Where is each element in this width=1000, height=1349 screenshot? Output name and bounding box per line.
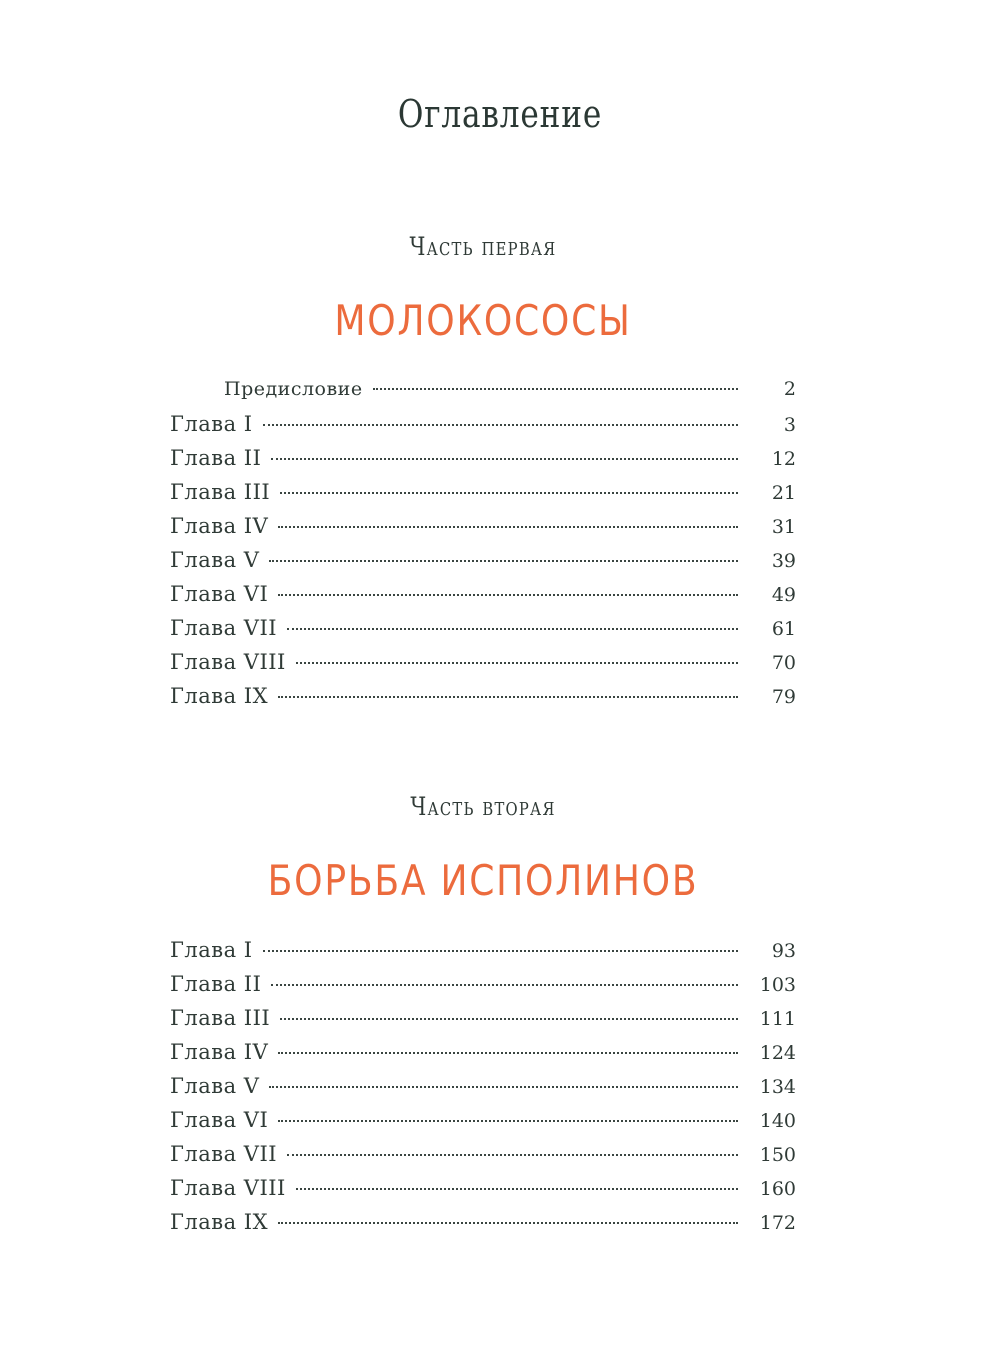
page-title: Оглавление: [397, 92, 603, 136]
toc-entry-page: 140: [759, 1110, 796, 1132]
toc-entry-page: 124: [759, 1042, 796, 1064]
toc-entry[interactable]: [170, 1142, 796, 1176]
toc-entry-name: Глава VIII: [170, 1176, 286, 1200]
toc-entry-name: Глава IX: [170, 1210, 269, 1234]
toc-entry-name: Глава VI: [170, 1108, 269, 1132]
dot-leader: [269, 560, 738, 562]
toc-entry[interactable]: [170, 514, 796, 548]
toc-entry[interactable]: [170, 1006, 796, 1040]
dot-leader: [296, 662, 738, 664]
dot-leader: [278, 696, 738, 698]
dot-leader: [271, 984, 738, 986]
toc-entry[interactable]: [170, 446, 796, 480]
toc-entry-page: 21: [771, 482, 796, 504]
toc-entry-name: Глава IV: [170, 1040, 269, 1064]
toc-entry-name: Предисловие: [224, 378, 363, 400]
toc-entry[interactable]: [170, 1040, 796, 1074]
toc-entry[interactable]: [170, 480, 796, 514]
toc-entry[interactable]: [170, 972, 796, 1006]
toc-entry-name: Глава I: [170, 938, 253, 962]
toc-entry-page: 49: [771, 584, 796, 606]
part-one-title: МОЛОКОСОСЫ: [334, 296, 632, 345]
toc-entry-page: 12: [771, 448, 796, 470]
toc-entry-name: Глава V: [170, 548, 260, 572]
toc-entry-page: 79: [771, 686, 796, 708]
toc-entry-page: 2: [783, 378, 796, 400]
dot-leader: [280, 1018, 738, 1020]
toc-entry[interactable]: [170, 1176, 796, 1210]
toc-entry-name: Глава IX: [170, 684, 269, 708]
dot-leader: [280, 492, 738, 494]
toc-entry[interactable]: [170, 412, 796, 446]
toc-entry-name: Глава II: [170, 446, 262, 470]
toc-entry-name: Глава VIII: [170, 650, 286, 674]
toc-entry[interactable]: [170, 582, 796, 616]
toc-entry[interactable]: [170, 1074, 796, 1108]
toc-entry-name: Глава III: [170, 480, 271, 504]
toc-entry-page: 160: [759, 1178, 796, 1200]
toc-entry-page: 93: [771, 940, 796, 962]
dot-leader: [287, 628, 738, 630]
dot-leader: [278, 1222, 738, 1224]
dot-leader: [278, 526, 738, 528]
toc-entry[interactable]: [170, 548, 796, 582]
toc-entry-page: 134: [759, 1076, 796, 1098]
toc-entry-name: Глава III: [170, 1006, 271, 1030]
dot-leader: [269, 1086, 738, 1088]
dot-leader: [296, 1188, 738, 1190]
toc-entry-page: 61: [771, 618, 796, 640]
part-one-label: Часть первая: [409, 232, 557, 261]
toc-entry-name: Глава II: [170, 972, 262, 996]
toc-entry-page: 39: [771, 550, 796, 572]
dot-leader: [271, 458, 738, 460]
toc-entry-name: Глава VII: [170, 1142, 278, 1166]
toc-entry-name: Глава V: [170, 1074, 260, 1098]
dot-leader: [278, 594, 738, 596]
toc-entry[interactable]: [170, 684, 796, 718]
toc-entry-page: 3: [783, 414, 796, 436]
toc-entry-page: 103: [759, 974, 796, 996]
dot-leader: [278, 1120, 738, 1122]
part-two-title: БОРЬБА ИСПОЛИНОВ: [267, 856, 699, 905]
part-two-toc: [170, 938, 796, 1244]
toc-entry[interactable]: [170, 378, 796, 412]
toc-entry-name: Глава IV: [170, 514, 269, 538]
dot-leader: [373, 388, 738, 390]
dot-leader: [263, 950, 738, 952]
toc-entry-page: 70: [771, 652, 796, 674]
dot-leader: [278, 1052, 738, 1054]
toc-entry-page: 111: [759, 1008, 796, 1030]
toc-entry-name: Глава VII: [170, 616, 278, 640]
toc-entry[interactable]: [170, 1210, 796, 1244]
toc-entry-name: Глава VI: [170, 582, 269, 606]
toc-entry[interactable]: [170, 1108, 796, 1142]
toc-entry[interactable]: [170, 616, 796, 650]
dot-leader: [287, 1154, 738, 1156]
toc-entry-name: Глава I: [170, 412, 253, 436]
toc-entry-page: 31: [771, 516, 796, 538]
toc-entry-page: 150: [759, 1144, 796, 1166]
dot-leader: [263, 424, 738, 426]
toc-entry-page: 172: [759, 1212, 796, 1234]
part-one-toc: [170, 378, 796, 718]
toc-entry[interactable]: [170, 650, 796, 684]
toc-entry[interactable]: [170, 938, 796, 972]
part-two-label: Часть вторая: [410, 792, 556, 821]
